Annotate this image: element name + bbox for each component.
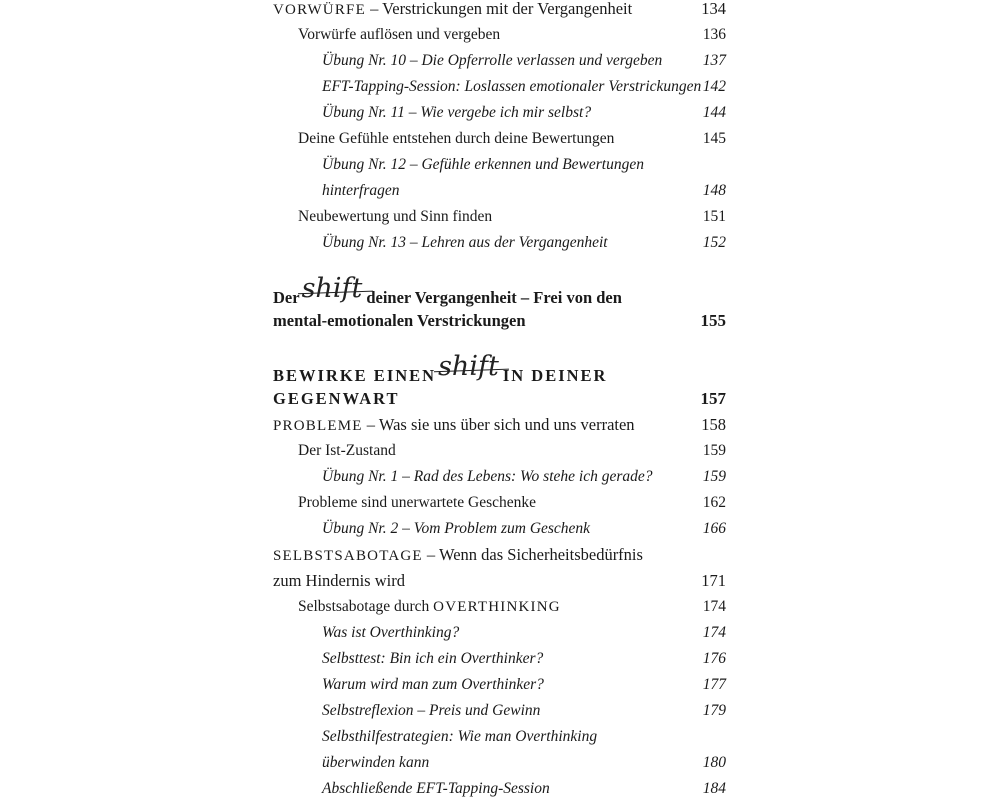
- toc-entry-title: zum Hindernis wird: [273, 571, 405, 590]
- toc-page-number: 148: [702, 182, 726, 199]
- toc-page-number: 152: [702, 234, 726, 251]
- toc-page-number: 144: [702, 104, 726, 121]
- toc-page-number: 159: [702, 442, 726, 459]
- toc-entry-title: Der: [273, 288, 300, 307]
- toc-page-number: 177: [702, 676, 726, 693]
- toc-entry-title: Selbstreflexion – Preis und Gewinn: [322, 702, 541, 719]
- toc-entry-title: – Wenn das Sicherheitsbedürfnis: [422, 545, 643, 564]
- toc-entry-caps: SELBSTSABOTAGE: [273, 548, 423, 564]
- toc-page-number: 176: [702, 650, 726, 667]
- toc-page-number: 171: [701, 571, 726, 590]
- toc-entry-warum: [273, 672, 726, 698]
- toc-entry-title: Übung Nr. 1 – Rad des Lebens: Wo stehe ich gerade?: [322, 468, 653, 485]
- toc-part-heading-cont: [273, 386, 726, 412]
- toc-entry-eft-1: [273, 74, 726, 100]
- toc-entry-title: – Was sie uns über sich und uns verraten: [362, 415, 635, 434]
- toc-page-number: 151: [702, 208, 726, 225]
- toc-page-number: 174: [702, 624, 726, 641]
- toc-entry-title: Selbsthilfestrategien: Wie man Overthinking: [322, 728, 598, 745]
- toc-entry-ist-zustand: [273, 438, 726, 464]
- toc-entry-title: Warum wird man zum Overthinker?: [322, 676, 544, 693]
- toc-entry-title: IN DEINER: [502, 366, 608, 385]
- toc-page-number: 159: [702, 468, 726, 485]
- toc-entry-title: Selbsttest: Bin ich ein Overthinker?: [322, 650, 544, 667]
- toc-entry-title: – Verstrickungen mit der Vergangenheit: [365, 0, 633, 18]
- toc-page-number: 179: [702, 702, 726, 719]
- toc-entry-uebung-12: [273, 152, 726, 178]
- toc-entry-title: BEWIRKE EINEN: [273, 366, 437, 385]
- toc-entry-gefuehle: [273, 126, 726, 152]
- toc-entry-title: EFT-Tapping-Session: Loslassen emotionaler Verstrickungen: [322, 78, 702, 95]
- toc-entry-title: Übung Nr. 13 – Lehren aus der Vergangenheit: [322, 234, 608, 251]
- toc-entry-title: GEGENWART: [273, 389, 400, 408]
- toc-page-number: 166: [702, 520, 726, 537]
- toc-entry-title: überwinden kann: [322, 754, 430, 771]
- toc-entry-title: hinterfragen: [322, 182, 400, 199]
- toc-entry-strategien-cont: [273, 750, 726, 776]
- toc-entry-title: Übung Nr. 11 – Wie vergebe ich mir selbst?: [322, 104, 592, 121]
- toc-entry-title: Neubewertung und Sinn finden: [298, 208, 493, 225]
- toc-part-heading: [273, 351, 726, 386]
- toc-entry-title: deiner Vergangenheit – Frei von den: [366, 288, 622, 307]
- toc-entry-vorwuerfe-aufloesen: [273, 22, 726, 48]
- toc-entry-strategien: [273, 724, 726, 750]
- toc-entry-probleme: [273, 412, 726, 438]
- toc-entry-geschenke: [273, 490, 726, 516]
- toc-page-number: 174: [702, 598, 726, 615]
- toc-entry-title: Vorwürfe auflösen und vergeben: [298, 26, 501, 43]
- toc-entry-vorwuerfe: [273, 0, 726, 22]
- toc-entry-title: Abschließende EFT-Tapping-Session: [322, 780, 550, 797]
- toc-entry-title: mental-emotionalen Verstrickungen: [273, 311, 526, 330]
- toc-page-number: 184: [702, 780, 726, 797]
- toc-entry-caps: VORWÜRFE: [273, 2, 366, 18]
- toc-entry-title: Probleme sind unerwartete Geschenke: [298, 494, 537, 511]
- shift-script-word: shift: [438, 351, 499, 382]
- toc-entry-title: Übung Nr. 10 – Die Opferrolle verlassen und vergeben: [322, 52, 663, 69]
- toc-page-number: 157: [700, 389, 726, 408]
- toc-page-number: 137: [702, 52, 726, 69]
- toc-entry-neubewertung: [273, 204, 726, 230]
- toc-page-number: 134: [701, 0, 726, 18]
- toc-entry-caps: PROBLEME: [273, 418, 363, 434]
- toc-entry-title: Selbstsabotage durch: [298, 598, 434, 615]
- toc-page-number: 142: [702, 78, 726, 95]
- toc-page-number: 162: [702, 494, 726, 511]
- toc-entry-der-shift-cont: [273, 308, 726, 334]
- toc-entry-uebung-12-cont: [273, 178, 726, 204]
- toc-page-number: 136: [702, 26, 726, 43]
- toc-entry-title: Der Ist-Zustand: [298, 442, 396, 459]
- toc-entry-uebung-11: [273, 100, 726, 126]
- toc-entry-was-ist: [273, 620, 726, 646]
- shift-script-word: shift: [301, 273, 363, 304]
- toc-page-number: 155: [700, 311, 726, 330]
- toc-page-number: 145: [702, 130, 726, 147]
- toc-entry-eft-2: [273, 776, 726, 802]
- toc-entry-uebung-2: [273, 516, 726, 542]
- toc-entry-overthinking: [273, 594, 726, 620]
- toc-entry-title: Was ist Overthinking?: [322, 624, 460, 641]
- toc-entry-title: Übung Nr. 2 – Vom Problem zum Geschenk: [322, 520, 591, 537]
- toc-page-number: 180: [702, 754, 726, 771]
- toc-entry-caps: OVERTHINKING: [433, 599, 561, 615]
- toc-entry-der-shift: [273, 273, 726, 308]
- toc-page-number: 158: [701, 415, 726, 434]
- toc-entry-uebung-1: [273, 464, 726, 490]
- toc-entry-title: Deine Gefühle entstehen durch deine Bewertungen: [298, 130, 615, 147]
- toc-entry-selbstsabotage-cont: [273, 568, 726, 594]
- toc-entry-uebung-13: [273, 230, 726, 256]
- toc-entry-selbstreflexion: [273, 698, 726, 724]
- toc-entry-selbstsabotage: [273, 542, 726, 568]
- toc-entry-title: Übung Nr. 12 – Gefühle erkennen und Bewertungen: [322, 156, 644, 173]
- toc-entry-selbsttest: [273, 646, 726, 672]
- toc-entry-uebung-10: [273, 48, 726, 74]
